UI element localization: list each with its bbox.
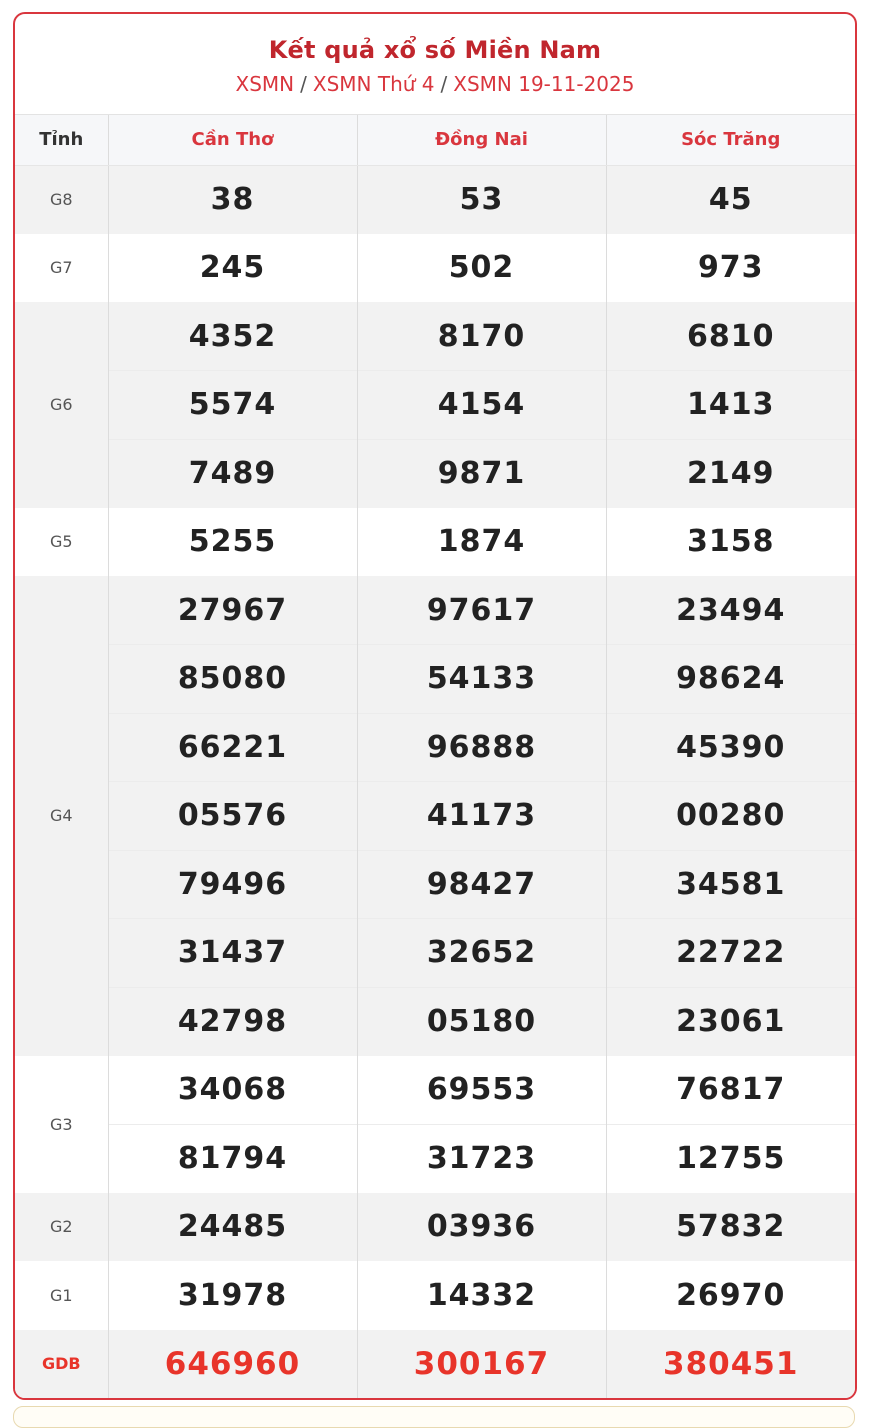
breadcrumb [15,71,855,97]
table-row [15,645,855,714]
special-prize-number: 380451 [606,1330,855,1399]
prize-number: 22722 [606,919,855,988]
prize-number: 54133 [357,645,606,714]
prize-label: G1 [15,1261,108,1330]
prize-number: 34068 [108,1056,357,1125]
prize-number: 31978 [108,1261,357,1330]
column-header-can-tho: Cần Thơ [108,115,357,165]
breadcrumb-xsmn-thu-4[interactable]: XSMN Thứ 4 [312,72,435,96]
prize-number: 1413 [606,371,855,440]
column-header-dong-nai: Đồng Nai [357,115,606,165]
breadcrumb-xsmn-date[interactable]: XSMN 19-11-2025 [453,72,635,96]
prize-number: 34581 [606,850,855,919]
prize-number: 7489 [108,439,357,508]
prize-number: 85080 [108,645,357,714]
special-prize-number: 646960 [108,1330,357,1399]
prize-number: 45 [606,165,855,234]
prize-number: 26970 [606,1261,855,1330]
prize-number: 69553 [357,1056,606,1125]
table-header-row [15,115,855,165]
prize-number: 32652 [357,919,606,988]
table-row [15,302,855,371]
prize-label: GDB [15,1330,108,1399]
results-card [13,12,857,1400]
prize-number: 23494 [606,576,855,645]
table-row [15,1124,855,1193]
next-section-edge [13,1406,855,1428]
prize-number: 57832 [606,1193,855,1262]
prize-number: 53 [357,165,606,234]
special-prize-number: 300167 [357,1330,606,1399]
breadcrumb-separator: / [440,72,448,96]
prize-number: 31723 [357,1124,606,1193]
results-header [15,14,855,115]
prize-number: 5574 [108,371,357,440]
prize-number: 6810 [606,302,855,371]
prize-number: 38 [108,165,357,234]
table-row [15,987,855,1056]
prize-label: G4 [15,576,108,1056]
prize-number: 4352 [108,302,357,371]
table-row [15,234,855,303]
table-row [15,508,855,577]
table-row [15,576,855,645]
prize-number: 66221 [108,713,357,782]
prize-number: 14332 [357,1261,606,1330]
prize-number: 245 [108,234,357,303]
prize-number: 41173 [357,782,606,851]
prize-number: 2149 [606,439,855,508]
table-row [15,850,855,919]
prize-number: 98427 [357,850,606,919]
prize-number: 12755 [606,1124,855,1193]
table-row [15,371,855,440]
prize-label: G6 [15,302,108,508]
prize-number: 96888 [357,713,606,782]
prize-number: 4154 [357,371,606,440]
prize-label: G3 [15,1056,108,1193]
prize-number: 05576 [108,782,357,851]
prize-number: 81794 [108,1124,357,1193]
column-header-province-label: Tỉnh [15,115,108,165]
prize-number: 1874 [357,508,606,577]
table-row [15,919,855,988]
results-body [15,165,855,1398]
prize-number: 31437 [108,919,357,988]
prize-number: 8170 [357,302,606,371]
table-row [15,165,855,234]
breadcrumb-separator: / [300,72,307,96]
prize-number: 23061 [606,987,855,1056]
prize-number: 42798 [108,987,357,1056]
breadcrumb-xsmn[interactable]: XSMN [235,72,295,96]
prize-label: G8 [15,165,108,234]
prize-number: 98624 [606,645,855,714]
prize-number: 9871 [357,439,606,508]
prize-number: 27967 [108,576,357,645]
column-header-soc-trang: Sóc Trăng [606,115,855,165]
prize-number: 502 [357,234,606,303]
prize-number: 973 [606,234,855,303]
prize-number: 24485 [108,1193,357,1262]
table-row [15,1330,855,1399]
prize-number: 03936 [357,1193,606,1262]
table-row [15,1056,855,1125]
prize-number: 5255 [108,508,357,577]
table-row [15,1193,855,1262]
page-title: Kết quả xổ số Miền Nam [268,36,602,64]
table-row [15,713,855,782]
prize-label: G7 [15,234,108,303]
prize-number: 79496 [108,850,357,919]
prize-number: 76817 [606,1056,855,1125]
table-row [15,1261,855,1330]
prize-label: G5 [15,508,108,577]
table-row [15,782,855,851]
prize-number: 05180 [357,987,606,1056]
prize-number: 00280 [606,782,855,851]
prize-label: G2 [15,1193,108,1262]
prize-number: 3158 [606,508,855,577]
results-table [15,115,855,1398]
table-row [15,439,855,508]
prize-number: 45390 [606,713,855,782]
prize-number: 97617 [357,576,606,645]
